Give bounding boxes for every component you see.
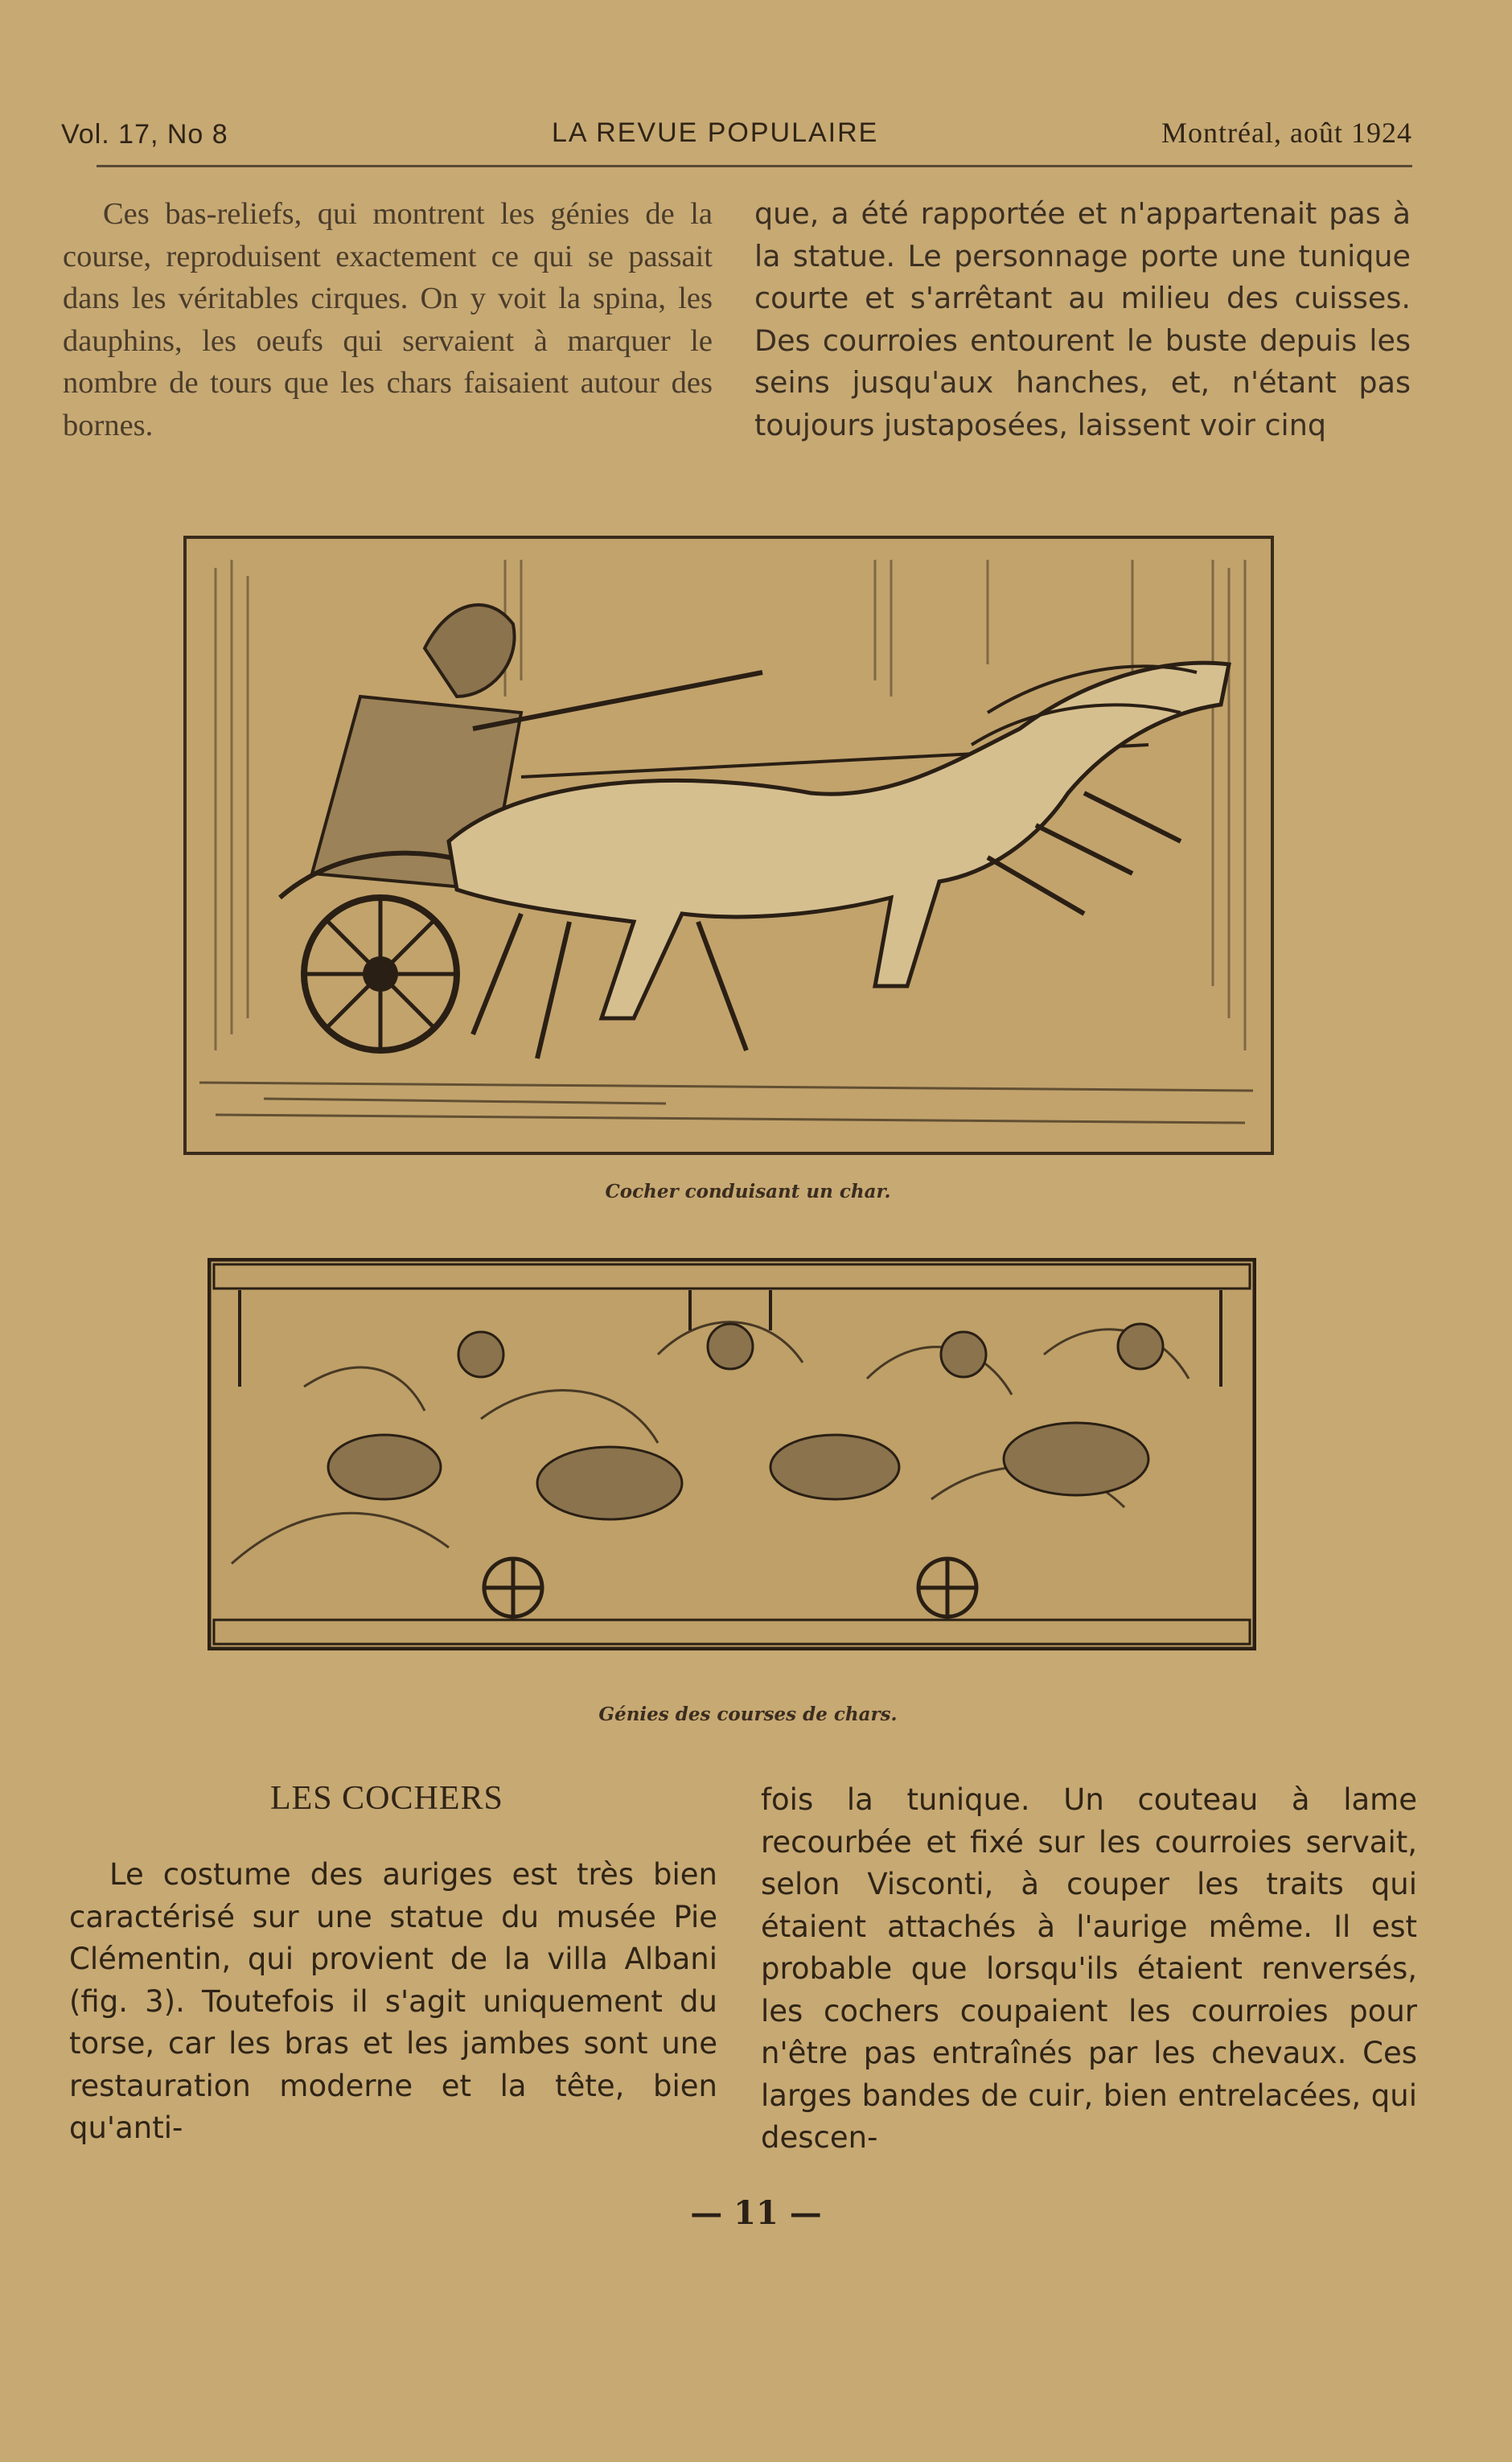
genii-chariot-races-relief (207, 1258, 1256, 1650)
chariot-driver-engraving (183, 536, 1274, 1155)
section-heading: LES COCHERS (270, 1780, 503, 1817)
issue-date: Montréal, août 1924 (1161, 117, 1412, 149)
volume-number: Vol. 17, No 8 (61, 119, 228, 150)
column-top-right (754, 193, 1411, 446)
figure-caption: Génies des courses de chars. (598, 1704, 898, 1725)
paragraph: Ces bas-reliefs, qui montrent les génies de la course, reproduisent exactement ce qui se passait dans les véritables cirques. On y voit la spina, les dauphins, les oeufs qui servaient à marquer le nombre de tours que les chars faisaient autour des bornes. (63, 197, 713, 442)
relief-image (207, 1258, 1256, 1650)
running-header (61, 113, 1412, 153)
journal-title: LA REVUE POPULAIRE (552, 117, 879, 148)
column-bottom-right (761, 1779, 1417, 2160)
page-number: — 11 — (690, 2194, 822, 2232)
paragraph: Le costume des auriges est très bien caractérisé sur une statue du musée Pie Clémentin, qui provient de la villa Albani (fig. 3). Toutefois il s'agit uniquement du torse, car les bras et les jambes sont une restauration moderne et la tête, bien qu'anti- (69, 1857, 717, 2145)
column-top-left (63, 193, 713, 446)
paragraph: que, a été rapportée et n'appartenait pas à la statue. Le personnage porte une tunique courte et s'arrêtant au milieu des cuisses. Des courroies entourent le buste depuis les seins jusqu'aux hanches, et, n'étant pas toujours justaposées, laissent voir cinq (754, 196, 1411, 442)
figure-caption: Cocher conduisant un char. (605, 1181, 891, 1202)
paragraph: fois la tunique. Un couteau à lame recourbée et fixé sur les courroies servait, selon Visconti, à couper les traits qui étaient attachés à l'aurige même. Il est probable que lorsqu'ils étaient renversés, les cochers coupaient les courroies pour n'être pas entraînés par les chevaux. Ces larges bandes de cuir, bien entrelacées, qui descen- (761, 1782, 1417, 2155)
engraving-image (183, 536, 1274, 1155)
header-rule (97, 165, 1412, 167)
column-bottom-left (69, 1854, 717, 2150)
